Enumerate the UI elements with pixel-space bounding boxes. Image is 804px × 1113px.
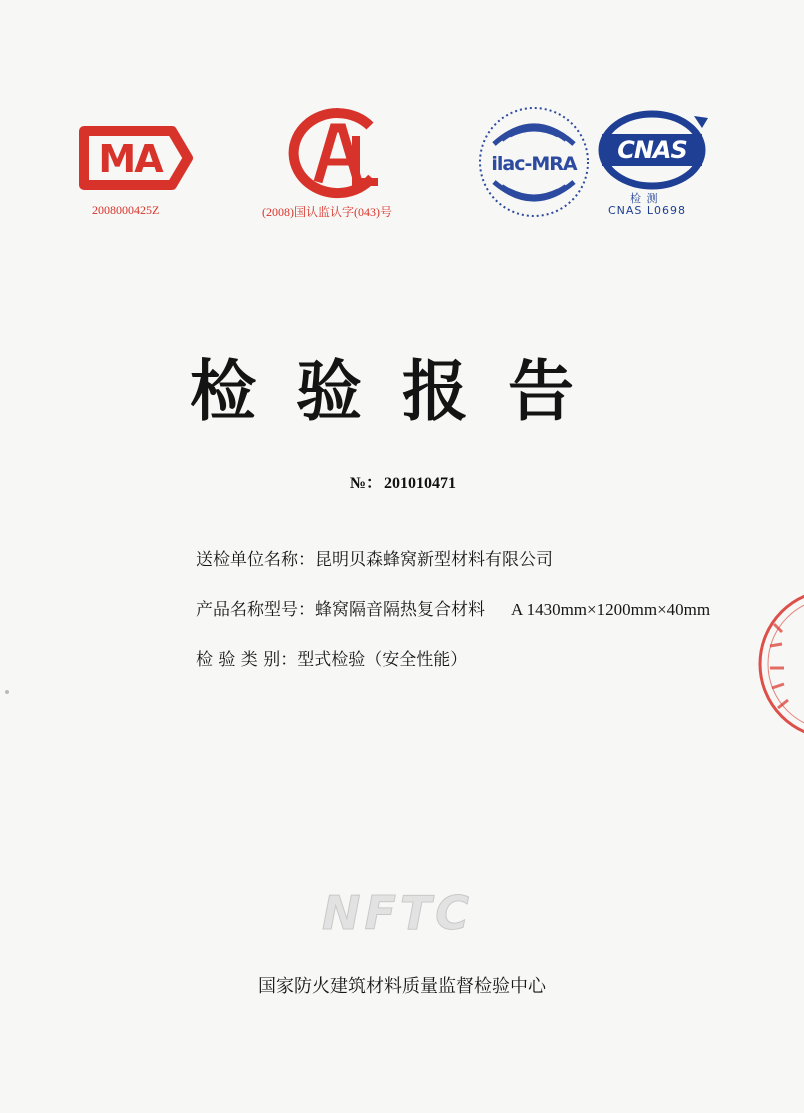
field-product-dimensions: A 1430mm×1200mm×40mm — [511, 600, 711, 619]
field-inspection-type — [196, 645, 467, 670]
field-client — [196, 545, 553, 570]
issuing-organization: 国家防火建筑材料质量监督检验中心 — [258, 976, 546, 997]
cnas-logo — [598, 108, 710, 194]
field-client-value: 昆明贝森蜂窝新型材料有限公司 — [315, 550, 553, 570]
cal-number: (2008)国认监认字(043)号 — [262, 205, 392, 219]
cnas-sub-cn: 检 测 — [630, 192, 659, 205]
field-inspection-type-label: 检 验 类 别： — [196, 650, 298, 670]
ilac-mra-logo — [474, 104, 594, 224]
field-client-label: 送检单位名称： — [196, 550, 315, 570]
report-number — [0, 470, 804, 493]
page-title: 检验报告 — [190, 353, 614, 430]
field-product-value: 蜂窝隔音隔热复合材料 — [315, 600, 485, 620]
scan-speck — [5, 690, 9, 694]
field-inspection-type-value: 型式检验（安全性能） — [297, 650, 468, 670]
field-product — [196, 595, 710, 620]
cma-number: 2008000425Z — [92, 203, 160, 217]
nftc-watermark: NFTC — [322, 886, 474, 940]
report-number-value: 201010471 — [384, 475, 457, 492]
svg-text:ilac-MRA: ilac-MRA — [491, 153, 577, 175]
svg-text:CNAS: CNAS — [617, 136, 687, 164]
official-seal-stamp — [752, 584, 804, 748]
svg-text:MA: MA — [98, 137, 162, 181]
cma-logo — [72, 125, 198, 195]
cnas-number: CNAS L0698 — [608, 204, 687, 217]
field-product-label: 产品名称型号： — [196, 600, 315, 620]
report-number-prefix: №： — [349, 475, 383, 492]
cal-logo — [280, 106, 392, 206]
